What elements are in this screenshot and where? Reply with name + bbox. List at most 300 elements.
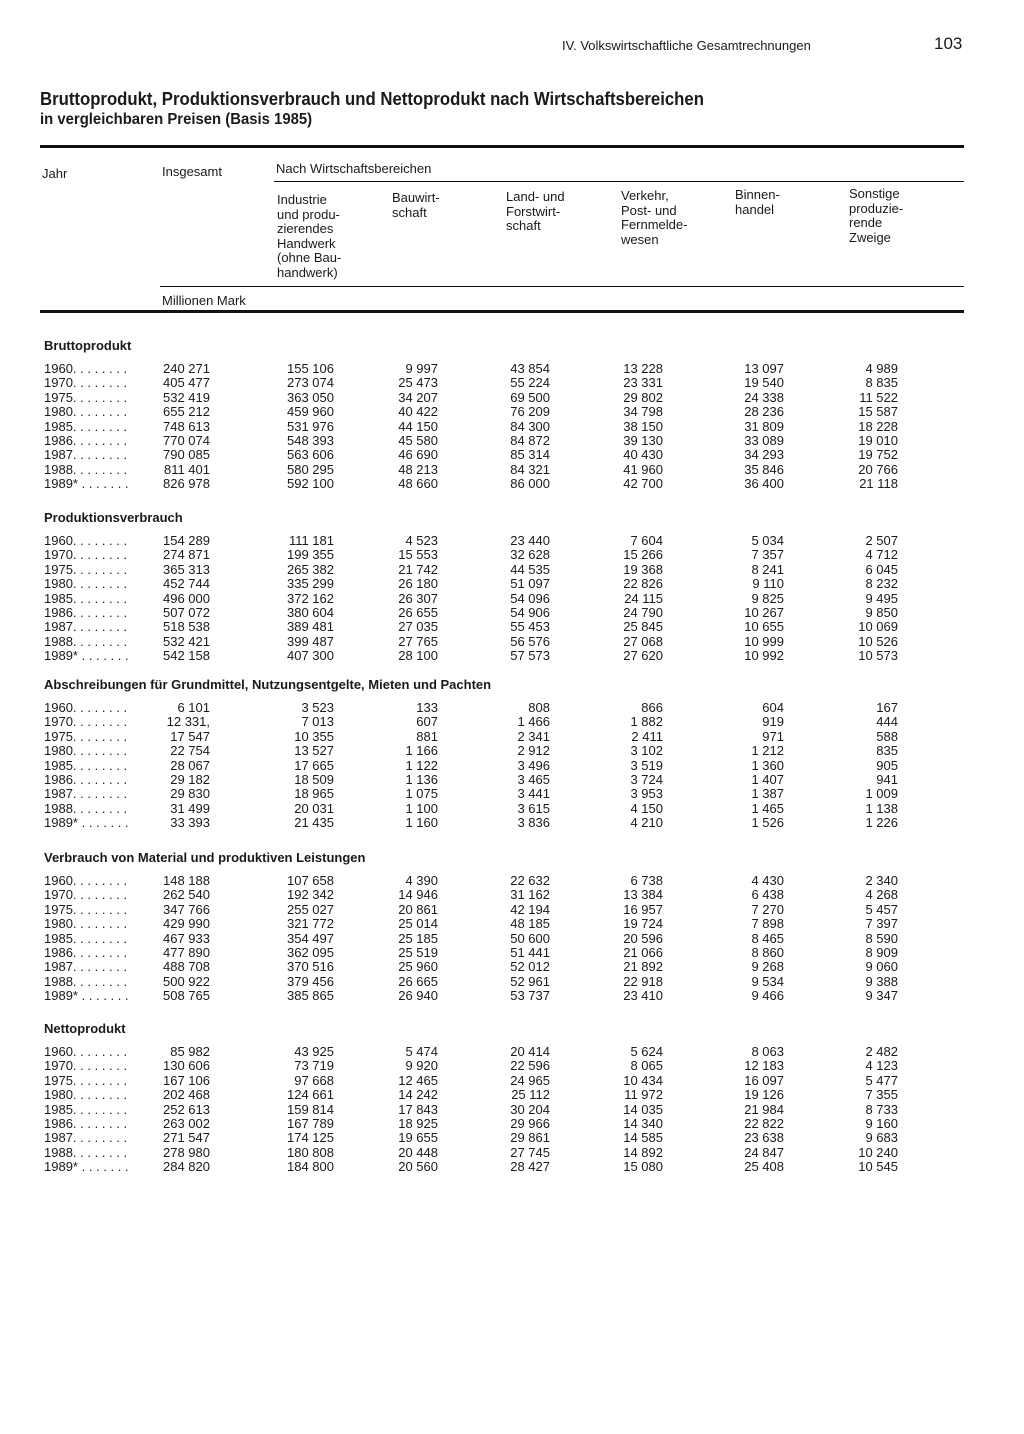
cell-industrie: 548 393: [287, 432, 334, 448]
cell-land-forst: 52 012: [510, 959, 550, 975]
cell-sonstige: 2 507: [865, 533, 898, 548]
cell-binnenhandel: 9 466: [751, 988, 784, 1004]
cell-binnenhandel: 10 267: [744, 604, 784, 620]
cell-bauwirtschaft: 27 765: [398, 633, 438, 649]
cell-land-forst: 44 535: [510, 561, 550, 577]
cell-verkehr: 42 700: [623, 476, 663, 492]
cell-insgesamt: 477 890: [163, 944, 210, 960]
table-row: [0, 1045, 1024, 1059]
cell-insgesamt: 500 922: [163, 973, 210, 989]
cell-binnenhandel: 8 860: [751, 944, 784, 960]
cell-sonstige: 8 232: [865, 576, 898, 592]
cell-insgesamt: 29 830: [170, 786, 210, 802]
cell-year: 1980. . . . . . . .: [44, 743, 128, 759]
table-row: [0, 1131, 1024, 1145]
cell-bauwirtschaft: 17 843: [398, 1101, 438, 1117]
cell-verkehr: 3 724: [630, 771, 663, 787]
table-row: [0, 391, 1024, 405]
cell-bauwirtschaft: 20 861: [398, 901, 438, 917]
cell-binnenhandel: 9 110: [752, 576, 784, 592]
cell-insgesamt: 154 289: [163, 533, 210, 548]
header-bottom-rule: [40, 310, 964, 313]
table-row: [0, 362, 1024, 376]
cell-industrie: 379 456: [287, 973, 334, 989]
cell-industrie: 111 181: [288, 533, 334, 548]
table-row: [0, 946, 1024, 960]
cell-land-forst: 22 596: [510, 1058, 550, 1074]
cell-binnenhandel: 16 097: [744, 1072, 784, 1088]
cell-verkehr: 41 960: [623, 461, 663, 477]
cell-sonstige: 19 752: [858, 447, 898, 463]
cell-sonstige: 9 495: [865, 590, 898, 606]
table-row: [0, 1088, 1024, 1102]
cell-binnenhandel: 7 270: [751, 901, 784, 917]
cell-industrie: 592 100: [287, 476, 334, 492]
cell-insgesamt: 405 477: [163, 375, 210, 391]
cell-verkehr: 8 065: [630, 1058, 663, 1074]
cell-binnenhandel: 5 034: [751, 533, 784, 548]
cell-insgesamt: 33 393: [170, 815, 210, 831]
table-row: [0, 592, 1024, 606]
cell-verkehr: 27 068: [623, 633, 663, 649]
cell-year: 1970. . . . . . . .: [44, 547, 128, 563]
cell-year: 1960. . . . . . . .: [44, 361, 128, 376]
cell-verkehr: 19 724: [623, 916, 663, 932]
cell-sonstige: 835: [876, 743, 898, 759]
section-rows: [0, 362, 1024, 492]
page-header: [0, 34, 1024, 54]
cell-insgesamt: 130 606: [163, 1058, 210, 1074]
cell-sonstige: 8 590: [865, 930, 898, 946]
table-row: [0, 1160, 1024, 1174]
cell-bauwirtschaft: 26 180: [398, 576, 438, 592]
cell-bauwirtschaft: 12 465: [398, 1072, 438, 1088]
cell-verkehr: 866: [641, 700, 663, 715]
cell-year: 1987. . . . . . . .: [44, 959, 128, 975]
cell-sonstige: 1 009: [865, 786, 898, 802]
cell-verkehr: 3 519: [630, 757, 663, 773]
cell-binnenhandel: 6 438: [751, 887, 784, 903]
cell-binnenhandel: 1 387: [751, 786, 784, 802]
cell-insgesamt: 655 212: [163, 404, 210, 420]
cell-industrie: 124 661: [287, 1087, 334, 1103]
cell-industrie: 174 125: [287, 1130, 334, 1146]
cell-verkehr: 20 596: [623, 930, 663, 946]
table-section: [0, 850, 1024, 1020]
cell-bauwirtschaft: 27 035: [398, 619, 438, 635]
cell-industrie: 354 497: [287, 930, 334, 946]
cell-sonstige: 10 069: [858, 619, 898, 635]
cell-industrie: 13 527: [294, 743, 334, 759]
cell-sonstige: 588: [876, 728, 898, 744]
cell-land-forst: 69 500: [510, 389, 550, 405]
cell-industrie: 159 814: [287, 1101, 334, 1117]
table-row: [0, 548, 1024, 562]
cell-binnenhandel: 1 526: [751, 815, 784, 831]
cell-verkehr: 21 066: [623, 944, 663, 960]
cell-insgesamt: 148 188: [163, 873, 210, 888]
cell-sonstige: 8 835: [865, 375, 898, 391]
table-row: [0, 874, 1024, 888]
cell-bauwirtschaft: 18 925: [398, 1115, 438, 1131]
cell-year: 1980. . . . . . . .: [44, 1087, 128, 1103]
cell-verkehr: 23 410: [623, 988, 663, 1004]
cell-binnenhandel: 19 540: [744, 375, 784, 391]
cell-industrie: 372 162: [287, 590, 334, 606]
cell-verkehr: 1 882: [630, 714, 663, 730]
cell-year: 1986. . . . . . . .: [44, 771, 128, 787]
cell-insgesamt: 826 978: [163, 476, 210, 492]
cell-binnenhandel: 36 400: [744, 476, 784, 492]
cell-sonstige: 11 522: [859, 389, 898, 405]
table-row: [0, 635, 1024, 649]
cell-year: 1988. . . . . . . .: [44, 1144, 128, 1160]
table-row: [0, 989, 1024, 1003]
cell-land-forst: 56 576: [510, 633, 550, 649]
cell-insgesamt: 532 419: [163, 389, 210, 405]
cell-insgesamt: 488 708: [163, 959, 210, 975]
cell-year: 1985. . . . . . . .: [44, 757, 128, 773]
cell-binnenhandel: 604: [762, 700, 784, 715]
cell-insgesamt: 811 401: [163, 461, 210, 477]
cell-industrie: 107 658: [287, 873, 334, 888]
section-rows: [0, 701, 1024, 831]
cell-verkehr: 14 892: [623, 1144, 663, 1160]
cell-industrie: 580 295: [287, 461, 334, 477]
table-row: [0, 420, 1024, 434]
section-title: Bruttoprodukt: [44, 338, 132, 353]
cell-insgesamt: 770 074: [163, 432, 210, 448]
cell-year: 1988. . . . . . . .: [44, 973, 128, 989]
cell-bauwirtschaft: 21 742: [398, 561, 438, 577]
cell-industrie: 18 509: [294, 771, 334, 787]
table-row: [0, 715, 1024, 729]
cell-industrie: 389 481: [287, 619, 334, 635]
cell-sonstige: 5 457: [865, 901, 898, 917]
table-section: [0, 510, 1024, 680]
cell-binnenhandel: 23 638: [744, 1130, 784, 1146]
cell-bauwirtschaft: 14 946: [398, 887, 438, 903]
cell-bauwirtschaft: 25 473: [398, 375, 438, 391]
cell-insgesamt: 240 271: [163, 361, 210, 376]
cell-land-forst: 31 162: [510, 887, 550, 903]
cell-binnenhandel: 8 465: [751, 930, 784, 946]
cell-verkehr: 3 953: [630, 786, 663, 802]
cell-insgesamt: 365 313: [163, 561, 210, 577]
cell-verkehr: 4 150: [630, 800, 663, 816]
cell-year: 1986. . . . . . . .: [44, 944, 128, 960]
cell-industrie: 335 299: [287, 576, 334, 592]
cell-insgesamt: 202 468: [163, 1087, 210, 1103]
table-row: [0, 744, 1024, 758]
table-row: [0, 759, 1024, 773]
cell-land-forst: 30 204: [510, 1101, 550, 1117]
table-row: [0, 888, 1024, 902]
cell-bauwirtschaft: 44 150: [398, 418, 438, 434]
cell-verkehr: 5 624: [630, 1044, 663, 1059]
cell-industrie: 184 800: [287, 1159, 334, 1175]
cell-verkehr: 11 972: [624, 1087, 663, 1103]
cell-sonstige: 9 683: [865, 1130, 898, 1146]
cell-year: 1989* . . . . . . .: [44, 1159, 129, 1175]
cell-land-forst: 51 097: [510, 576, 550, 592]
cell-land-forst: 43 854: [510, 361, 550, 376]
cell-land-forst: 28 427: [510, 1159, 550, 1175]
table-row: [0, 975, 1024, 989]
cell-sonstige: 9 160: [865, 1115, 898, 1131]
cell-binnenhandel: 9 825: [751, 590, 784, 606]
cell-verkehr: 7 604: [630, 533, 663, 548]
cell-sonstige: 7 397: [865, 916, 898, 932]
cell-land-forst: 54 906: [510, 604, 550, 620]
cell-land-forst: 1 466: [517, 714, 550, 730]
cell-land-forst: 3 465: [517, 771, 550, 787]
cell-insgesamt: 508 765: [163, 988, 210, 1004]
cell-industrie: 385 865: [287, 988, 334, 1004]
cell-land-forst: 3 441: [517, 786, 550, 802]
cell-verkehr: 15 080: [623, 1159, 663, 1175]
section-title: Abschreibungen für Grundmittel, Nutzungsentgelte, Mieten und Pachten: [44, 677, 492, 692]
table-row: [0, 1103, 1024, 1117]
cell-industrie: 321 772: [287, 916, 334, 932]
cell-land-forst: 53 737: [510, 988, 550, 1004]
cell-land-forst: 42 194: [510, 901, 550, 917]
cell-insgesamt: 85 982: [170, 1044, 210, 1059]
cell-verkehr: 27 620: [623, 648, 663, 664]
cell-insgesamt: 452 744: [163, 576, 210, 592]
cell-sonstige: 167: [876, 700, 898, 715]
table-section: [0, 338, 1024, 508]
table-row: [0, 606, 1024, 620]
cell-bauwirtschaft: 9 920: [405, 1058, 438, 1074]
cell-year: 1970. . . . . . . .: [44, 1058, 128, 1074]
cell-land-forst: 57 573: [510, 648, 550, 664]
table-row: [0, 649, 1024, 663]
cell-insgesamt: 29 182: [170, 771, 210, 787]
cell-binnenhandel: 8 241: [751, 561, 784, 577]
header-landwirtschaft: Land- und Forstwirt- schaft: [506, 189, 565, 233]
title-block: [40, 88, 970, 130]
cell-land-forst: 24 965: [510, 1072, 550, 1088]
cell-bauwirtschaft: 881: [416, 728, 438, 744]
cell-bauwirtschaft: 607: [416, 714, 438, 730]
cell-verkehr: 39 130: [623, 432, 663, 448]
cell-sonstige: 8 909: [865, 944, 898, 960]
cell-land-forst: 3 836: [517, 815, 550, 831]
section-rows: [0, 1045, 1024, 1175]
cell-binnenhandel: 25 408: [744, 1159, 784, 1175]
table-row: [0, 376, 1024, 390]
cell-binnenhandel: 35 846: [744, 461, 784, 477]
cell-industrie: 21 435: [294, 815, 334, 831]
header-industrie: Industrie und produ- zierendes Handwerk (ohne Bau- handwerk): [277, 192, 342, 280]
cell-bauwirtschaft: 26 307: [398, 590, 438, 606]
cell-verkehr: 15 266: [623, 547, 663, 563]
table-row: [0, 434, 1024, 448]
cell-sonstige: 905: [876, 757, 898, 773]
cell-bauwirtschaft: 9 997: [405, 361, 438, 376]
section-rows: [0, 874, 1024, 1004]
header-binnenhandel: Binnen- handel: [735, 187, 780, 217]
cell-year: 1987. . . . . . . .: [44, 786, 128, 802]
cell-bauwirtschaft: 46 690: [398, 447, 438, 463]
cell-verkehr: 13 384: [623, 887, 663, 903]
cell-verkehr: 3 102: [630, 743, 663, 759]
table-row: [0, 730, 1024, 744]
cell-bauwirtschaft: 25 519: [398, 944, 438, 960]
cell-land-forst: 52 961: [510, 973, 550, 989]
table-row: [0, 816, 1024, 830]
cell-bauwirtschaft: 25 014: [398, 916, 438, 932]
cell-bauwirtschaft: 40 422: [398, 404, 438, 420]
cell-bauwirtschaft: 1 075: [405, 786, 438, 802]
cell-year: 1975. . . . . . . .: [44, 389, 128, 405]
cell-industrie: 97 668: [294, 1072, 334, 1088]
cell-verkehr: 29 802: [623, 389, 663, 405]
cell-year: 1960. . . . . . . .: [44, 1044, 128, 1059]
cell-land-forst: 84 872: [510, 432, 550, 448]
cell-year: 1970. . . . . . . .: [44, 714, 128, 730]
cell-land-forst: 54 096: [510, 590, 550, 606]
cell-sonstige: 8 733: [865, 1101, 898, 1117]
cell-land-forst: 20 414: [510, 1044, 550, 1059]
cell-land-forst: 55 224: [510, 375, 550, 391]
cell-sonstige: 9 060: [865, 959, 898, 975]
header-insgesamt: Insgesamt: [162, 164, 222, 179]
cell-land-forst: 3 496: [517, 757, 550, 773]
cell-insgesamt: 347 766: [163, 901, 210, 917]
cell-sonstige: 6 045: [865, 561, 898, 577]
cell-verkehr: 14 340: [623, 1115, 663, 1131]
cell-year: 1970. . . . . . . .: [44, 375, 128, 391]
cell-insgesamt: 17 547: [170, 728, 210, 744]
cell-insgesamt: 429 990: [163, 916, 210, 932]
cell-sonstige: 19 010: [858, 432, 898, 448]
cell-land-forst: 2 912: [517, 743, 550, 759]
cell-bauwirtschaft: 26 655: [398, 604, 438, 620]
header-unit: Millionen Mark: [162, 293, 246, 308]
cell-binnenhandel: 7 898: [751, 916, 784, 932]
cell-insgesamt: 31 499: [170, 800, 210, 816]
table-row: [0, 1146, 1024, 1160]
page-number: 103: [934, 34, 963, 53]
cell-binnenhandel: 1 465: [751, 800, 784, 816]
cell-year: 1986. . . . . . . .: [44, 604, 128, 620]
cell-year: 1960. . . . . . . .: [44, 873, 128, 888]
table-row: [0, 534, 1024, 548]
cell-insgesamt: 284 820: [163, 1159, 210, 1175]
cell-year: 1975. . . . . . . .: [44, 1072, 128, 1088]
cell-sonstige: 15 587: [858, 404, 898, 420]
table-row: [0, 903, 1024, 917]
cell-land-forst: 32 628: [510, 547, 550, 563]
table-section: [0, 677, 1024, 847]
cell-sonstige: 4 268: [865, 887, 898, 903]
cell-binnenhandel: 1 360: [751, 757, 784, 773]
table-row: [0, 1074, 1024, 1088]
unit-rule: [160, 286, 964, 287]
cell-year: 1960. . . . . . . .: [44, 533, 128, 548]
cell-binnenhandel: 4 430: [751, 873, 784, 888]
cell-sonstige: 7 355: [865, 1087, 898, 1103]
cell-verkehr: 14 035: [623, 1101, 663, 1117]
cell-land-forst: 84 300: [510, 418, 550, 434]
cell-sonstige: 1 138: [865, 800, 898, 816]
cell-land-forst: 86 000: [510, 476, 550, 492]
cell-land-forst: 85 314: [510, 447, 550, 463]
cell-year: 1985. . . . . . . .: [44, 418, 128, 434]
cell-verkehr: 34 798: [623, 404, 663, 420]
section-rows: [0, 534, 1024, 664]
cell-insgesamt: 518 538: [163, 619, 210, 635]
cell-industrie: 199 355: [287, 547, 334, 563]
cell-year: 1985. . . . . . . .: [44, 1101, 128, 1117]
cell-insgesamt: 507 072: [163, 604, 210, 620]
cell-year: 1986. . . . . . . .: [44, 1115, 128, 1131]
cell-verkehr: 25 845: [623, 619, 663, 635]
cell-industrie: 180 808: [287, 1144, 334, 1160]
table-row: [0, 477, 1024, 491]
cell-verkehr: 14 585: [623, 1130, 663, 1146]
cell-bauwirtschaft: 1 122: [405, 757, 438, 773]
table-row: [0, 1059, 1024, 1073]
cell-sonstige: 2 482: [865, 1044, 898, 1059]
cell-bauwirtschaft: 5 474: [405, 1044, 438, 1059]
cell-bauwirtschaft: 45 580: [398, 432, 438, 448]
cell-bauwirtschaft: 20 560: [398, 1159, 438, 1175]
cell-year: 1985. . . . . . . .: [44, 930, 128, 946]
cell-year: 1975. . . . . . . .: [44, 728, 128, 744]
cell-bauwirtschaft: 1 160: [405, 815, 438, 831]
cell-insgesamt: 167 106: [163, 1072, 210, 1088]
cell-bauwirtschaft: 48 213: [398, 461, 438, 477]
cell-year: 1985. . . . . . . .: [44, 590, 128, 606]
table-row: [0, 620, 1024, 634]
cell-year: 1970. . . . . . . .: [44, 887, 128, 903]
cell-sonstige: 10 573: [858, 648, 898, 664]
cell-industrie: 407 300: [287, 648, 334, 664]
cell-insgesamt: 12 331,: [166, 714, 210, 730]
cell-year: 1986. . . . . . . .: [44, 432, 128, 448]
cell-industrie: 563 606: [287, 447, 334, 463]
cell-sonstige: 21 118: [859, 476, 898, 492]
cell-insgesamt: 748 613: [163, 418, 210, 434]
table-section: [0, 1021, 1024, 1191]
header-bauwirtschaft: Bauwirt- schaft: [392, 190, 440, 220]
cell-industrie: 255 027: [287, 901, 334, 917]
cell-sonstige: 9 347: [865, 988, 898, 1004]
cell-binnenhandel: 9 268: [751, 959, 784, 975]
table-row: [0, 932, 1024, 946]
cell-industrie: 399 487: [287, 633, 334, 649]
cell-land-forst: 25 112: [511, 1087, 550, 1103]
cell-land-forst: 3 615: [517, 800, 550, 816]
cell-binnenhandel: 12 183: [744, 1058, 784, 1074]
cell-bauwirtschaft: 1 136: [405, 771, 438, 787]
cell-bauwirtschaft: 4 523: [405, 533, 438, 548]
cell-year: 1989* . . . . . . .: [44, 815, 129, 831]
cell-industrie: 10 355: [294, 728, 334, 744]
cell-insgesamt: 278 980: [163, 1144, 210, 1160]
cell-land-forst: 23 440: [510, 533, 550, 548]
top-rule: [40, 145, 964, 148]
cell-insgesamt: 6 101: [177, 700, 210, 715]
cell-verkehr: 24 115: [624, 590, 663, 606]
cell-sonstige: 10 545: [858, 1159, 898, 1175]
table-subtitle: in vergleichbaren Preisen (Basis 1985): [40, 111, 313, 128]
table-row: [0, 802, 1024, 816]
cell-verkehr: 2 411: [631, 728, 663, 744]
